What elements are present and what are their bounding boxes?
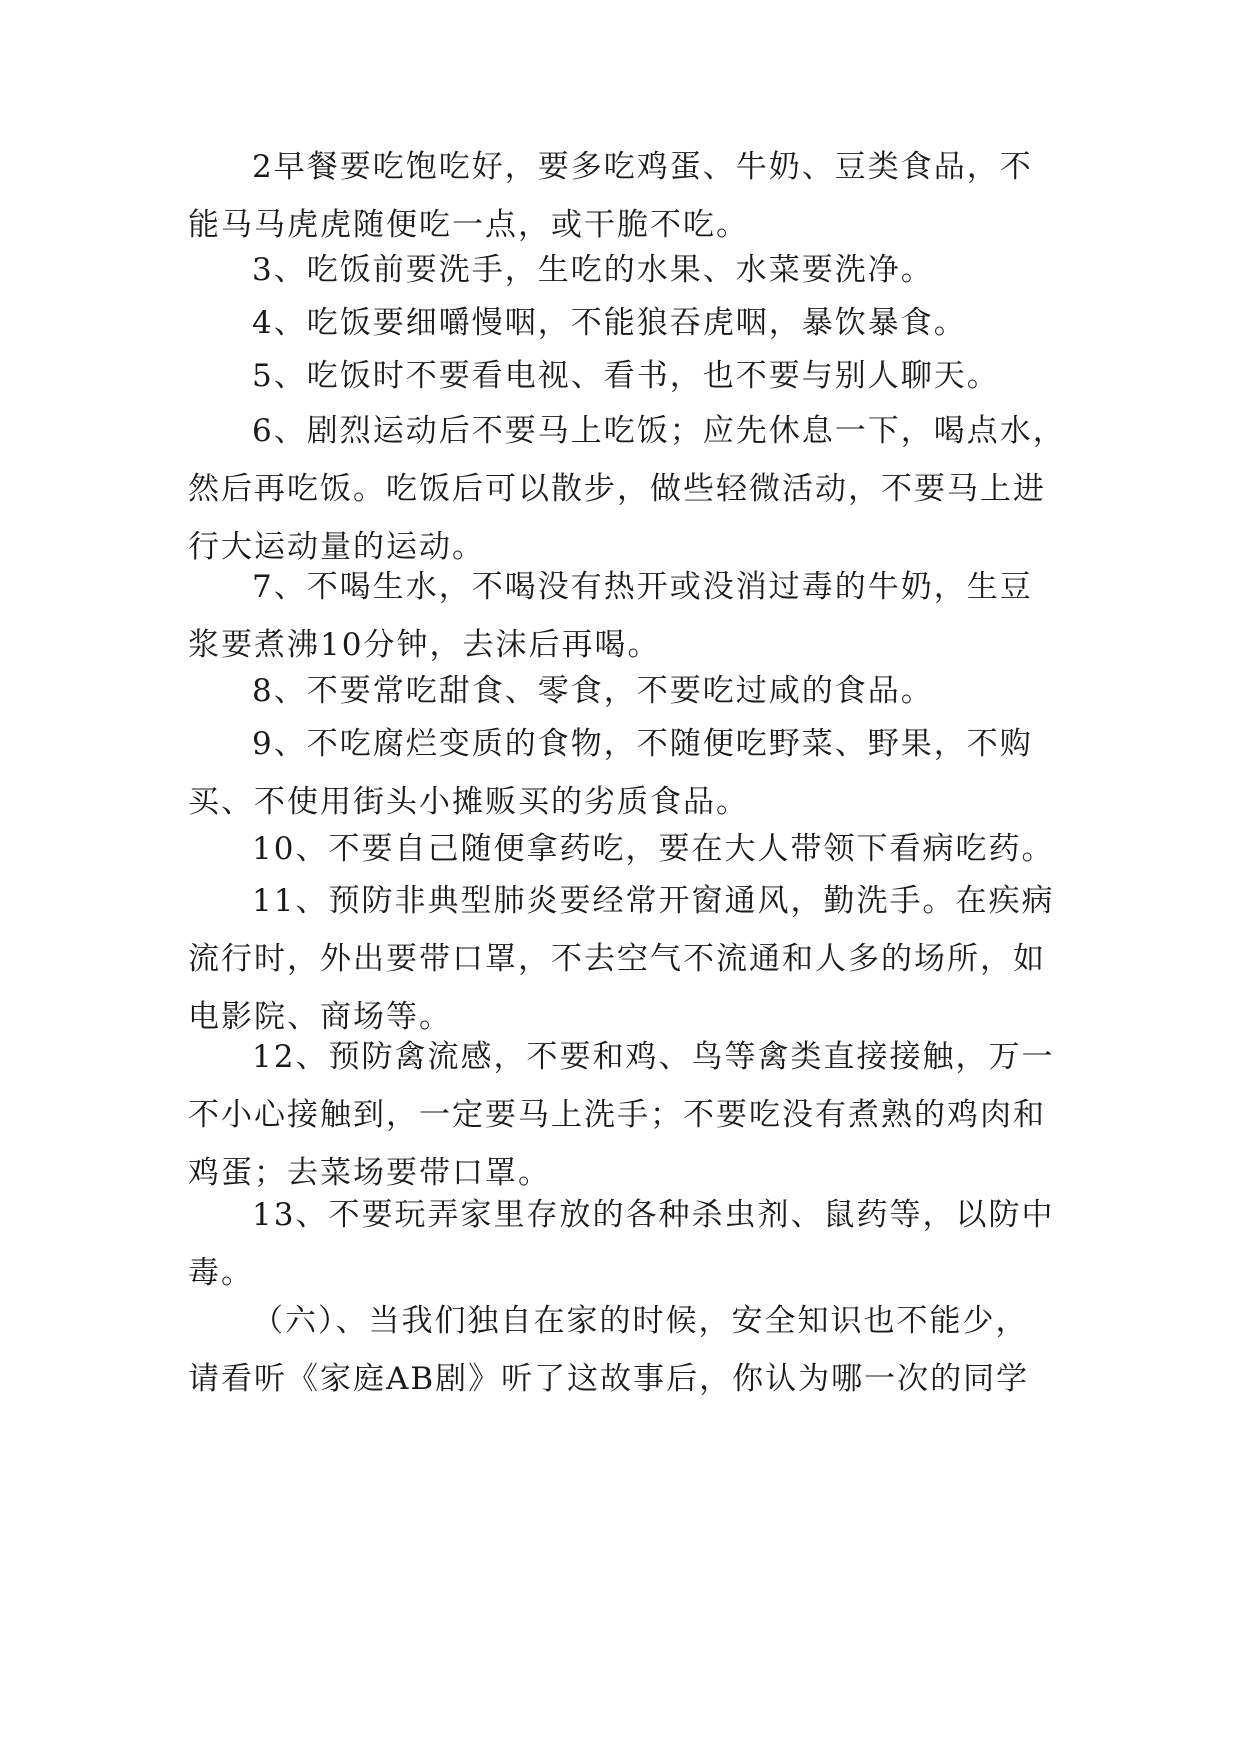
text-line: 8、不要常吃甜食、零食，不要吃过咸的食品。 [252,673,934,709]
paragraph-item-10 [188,820,1068,878]
paragraph-item-12 [188,1028,1068,1202]
paragraph-item-5 [188,347,1068,405]
text-line: 11、预防非典型肺炎要经常开窗通风，勤洗手。在疾病 [252,883,1055,919]
text-line: 浆要煮沸10分钟，去沫后再喝。 [188,627,661,663]
text-line: 13、不要玩弄家里存放的各种杀虫剂、鼠药等，以防中 [252,1197,1055,1233]
paragraph-item-2 [188,138,1068,254]
text-line: 9、不吃腐烂变质的食物，不随便吃野菜、野果，不购 [252,726,1033,762]
paragraph-item-3 [188,241,1068,299]
paragraph-item-9 [188,715,1068,831]
paragraph-item-4 [188,294,1068,352]
paragraph-item-13 [188,1186,1068,1302]
text-line: （六）、当我们独自在家的时候，安全知识也不能少， [252,1303,1029,1339]
text-line: 5、吃饭时不要看电视、看书，也不要与别人聊天。 [252,358,1000,394]
text-line: 请看听《家庭AB剧》听了这故事后，你认为哪一次的同学 [188,1361,1030,1397]
paragraph-item-8 [188,662,1068,720]
text-line: 毒。 [188,1255,254,1291]
paragraph-item-7 [188,558,1068,674]
text-line: 电影院、商场等。 [188,999,452,1035]
text-line: 12、预防禽流感，不要和鸡、鸟等禽类直接接触，万一 [252,1039,1055,1075]
text-line: 流行时，外出要带口罩，不去空气不流通和人多的场所，如 [188,941,1046,977]
text-line: 6、剧烈运动后不要马上吃饭；应先休息一下，喝点水， [252,413,1066,449]
text-line: 行大运动量的运动。 [188,529,485,565]
paragraph-section-6 [188,1292,1068,1408]
text-line: 2早餐要吃饱吃好，要多吃鸡蛋、牛奶、豆类食品，不 [252,149,1033,185]
text-line: 10、不要自己随便拿药吃，要在大人带领下看病吃药。 [252,831,1055,867]
text-line: 然后再吃饭。吃饭后可以散步，做些轻微活动，不要马上进 [188,471,1046,507]
text-line: 4、吃饭要细嚼慢咽，不能狼吞虎咽，暴饮暴食。 [252,305,967,341]
text-line: 7、不喝生水，不喝没有热开或没消过毒的牛奶，生豆 [252,569,1033,605]
paragraph-item-6 [188,402,1068,576]
text-line: 买、不使用街头小摊贩买的劣质食品。 [188,784,749,820]
text-line: 不小心接触到，一定要马上洗手；不要吃没有煮熟的鸡肉和 [188,1097,1046,1133]
paragraph-item-11 [188,872,1068,1046]
text-line: 能马马虎虎随便吃一点，或干脆不吃。 [188,207,749,243]
text-line: 鸡蛋；去菜场要带口罩。 [188,1155,551,1191]
text-line: 3、吃饭前要洗手，生吃的水果、水菜要洗净。 [252,252,934,288]
